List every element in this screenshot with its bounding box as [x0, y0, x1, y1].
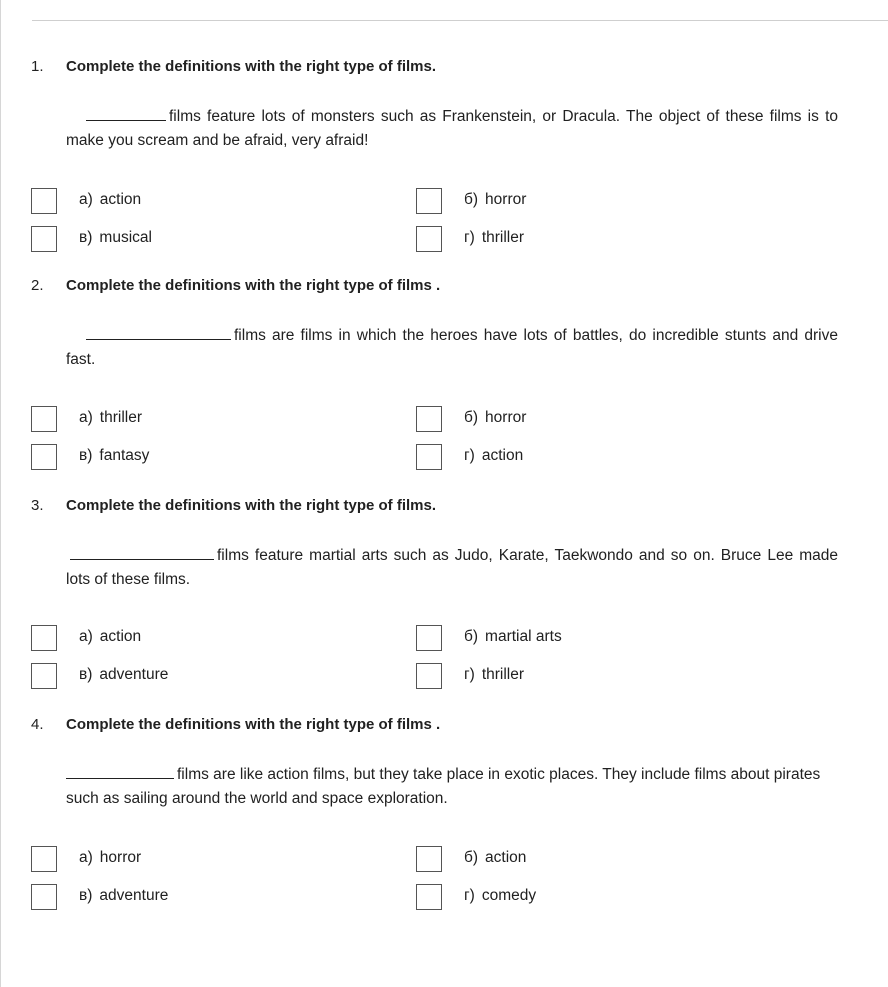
option-c-checkbox[interactable]	[31, 663, 57, 689]
option-label: action	[99, 628, 142, 645]
option-letter: в)	[79, 887, 93, 904]
option-a[interactable]	[31, 406, 391, 432]
option-b[interactable]	[416, 406, 776, 432]
question-number: 2.	[31, 277, 44, 294]
answer-blank	[86, 119, 166, 121]
option-label: musical	[99, 229, 152, 246]
option-label: action	[485, 849, 527, 866]
option-label: fantasy	[99, 447, 150, 464]
question-number: 4.	[31, 716, 44, 733]
question-sentence: films feature martial arts such as Judo, Karate, Taekwondo and so on. Bruce Lee made lots of these films.	[66, 547, 838, 588]
question-sentence: films are like action films, but they take place in exotic places. They include films about pirates such as sailing around the world and space exploration.	[66, 766, 821, 807]
option-c-checkbox[interactable]	[31, 884, 57, 910]
option-d-checkbox[interactable]	[416, 444, 442, 470]
option-d[interactable]	[416, 663, 776, 689]
option-b-checkbox[interactable]	[416, 625, 442, 651]
option-letter: в)	[79, 229, 93, 246]
option-a-checkbox[interactable]	[31, 846, 57, 872]
option-d[interactable]	[416, 884, 776, 910]
option-letter: г)	[464, 887, 475, 904]
option-letter: а)	[79, 409, 93, 426]
option-b-checkbox[interactable]	[416, 406, 442, 432]
answer-blank	[86, 338, 231, 340]
option-b-checkbox[interactable]	[416, 188, 442, 214]
option-letter: а)	[79, 628, 93, 645]
option-c[interactable]	[31, 663, 391, 689]
option-a-checkbox[interactable]	[31, 406, 57, 432]
question-text	[66, 324, 838, 372]
option-label: horror	[99, 849, 142, 866]
option-b[interactable]	[416, 846, 776, 872]
option-c[interactable]	[31, 884, 391, 910]
option-b[interactable]	[416, 625, 776, 651]
option-a[interactable]	[31, 625, 391, 651]
option-label: martial arts	[485, 628, 562, 645]
question-title: Complete the definitions with the right type of films .	[66, 716, 441, 733]
option-letter: б)	[464, 409, 479, 426]
option-letter: а)	[79, 849, 93, 866]
option-c-checkbox[interactable]	[31, 444, 57, 470]
option-label: horror	[485, 409, 527, 426]
option-letter: б)	[464, 849, 479, 866]
question-sentence: films are films in which the heroes have lots of battles, do incredible stunts and drive fast.	[66, 327, 838, 368]
option-letter: а)	[79, 191, 93, 208]
option-b[interactable]	[416, 188, 776, 214]
option-a[interactable]	[31, 846, 391, 872]
option-b-checkbox[interactable]	[416, 846, 442, 872]
question-text	[66, 544, 838, 592]
question-number: 3.	[31, 497, 44, 514]
option-d[interactable]	[416, 226, 776, 252]
option-label: thriller	[481, 666, 525, 683]
option-a[interactable]	[31, 188, 391, 214]
option-label: horror	[485, 191, 527, 208]
option-letter: г)	[464, 666, 475, 683]
option-c[interactable]	[31, 226, 391, 252]
option-letter: б)	[464, 628, 479, 645]
question-text	[66, 105, 838, 153]
top-divider	[32, 20, 888, 21]
question-number: 1.	[31, 58, 44, 75]
option-letter: в)	[79, 447, 93, 464]
option-a-checkbox[interactable]	[31, 188, 57, 214]
question-title: Complete the definitions with the right type of films .	[66, 277, 441, 294]
option-d-checkbox[interactable]	[416, 663, 442, 689]
option-label: action	[99, 191, 142, 208]
option-c[interactable]	[31, 444, 391, 470]
option-c-checkbox[interactable]	[31, 226, 57, 252]
option-letter: б)	[464, 191, 479, 208]
answer-blank	[70, 558, 214, 560]
option-letter: г)	[464, 229, 475, 246]
option-label: thriller	[481, 229, 525, 246]
option-a-checkbox[interactable]	[31, 625, 57, 651]
option-label: action	[481, 447, 524, 464]
question-text	[66, 763, 838, 811]
question-title: Complete the definitions with the right type of films.	[66, 497, 437, 514]
option-letter: г)	[464, 447, 475, 464]
option-letter: в)	[79, 666, 93, 683]
option-d-checkbox[interactable]	[416, 884, 442, 910]
question-sentence: films feature lots of monsters such as Frankenstein, or Dracula. The object of these films is to make you scream and be afraid, very afraid!	[66, 108, 838, 149]
option-d[interactable]	[416, 444, 776, 470]
answer-blank	[66, 777, 174, 779]
option-label: adventure	[99, 666, 169, 683]
option-d-checkbox[interactable]	[416, 226, 442, 252]
option-label: thriller	[99, 409, 142, 426]
option-label: adventure	[99, 887, 169, 904]
question-title: Complete the definitions with the right type of films.	[66, 58, 437, 75]
page-left-border	[0, 0, 1, 987]
option-label: comedy	[481, 887, 537, 904]
